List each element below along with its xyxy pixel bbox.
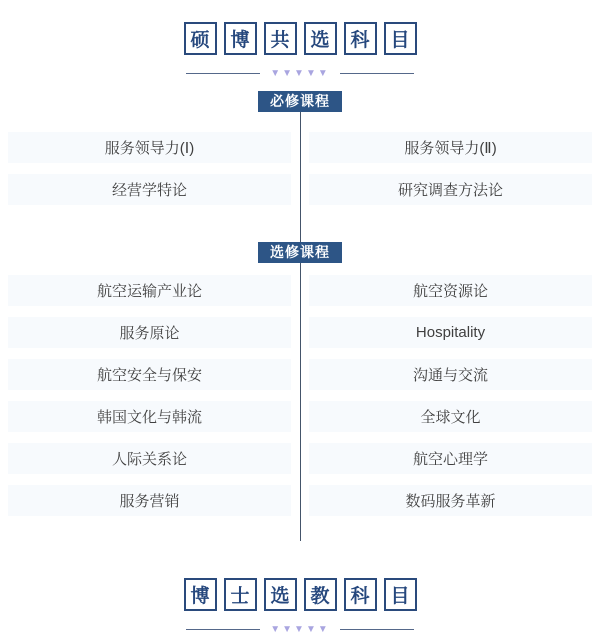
course-item: 经营学特论 <box>8 174 291 205</box>
course-item: 服务领导力(Ⅱ) <box>309 132 592 163</box>
down-arrows-icon: ▼▼▼▼▼ <box>270 68 330 79</box>
bottom-title-char: 士 <box>224 578 257 611</box>
required-courses-badge: 必修课程 <box>258 91 342 112</box>
course-item: 数码服务革新 <box>309 485 592 516</box>
course-item: 服务营销 <box>8 485 291 516</box>
top-title-char: 博 <box>224 22 257 55</box>
course-item: 沟通与交流 <box>309 359 592 390</box>
connector-line <box>300 260 301 541</box>
elective-courses-section <box>0 242 600 541</box>
course-item: 航空资源论 <box>309 275 592 306</box>
required-courses-section <box>0 91 600 242</box>
elective-courses-badge: 选修课程 <box>258 242 342 263</box>
top-title-char: 共 <box>264 22 297 55</box>
course-item: 韩国文化与韩流 <box>8 401 291 432</box>
divider-line <box>340 73 414 74</box>
top-title-char: 科 <box>344 22 377 55</box>
course-item: 研究调查方法论 <box>309 174 592 205</box>
top-title-char: 选 <box>304 22 337 55</box>
divider-line <box>340 629 414 630</box>
course-item: 服务原论 <box>8 317 291 348</box>
course-item: 航空安全与保安 <box>8 359 291 390</box>
course-item: 全球文化 <box>309 401 592 432</box>
down-arrows-icon: ▼▼▼▼▼ <box>270 624 330 635</box>
top-title <box>0 22 600 55</box>
bottom-title-char: 教 <box>304 578 337 611</box>
divider-line <box>186 73 260 74</box>
bottom-title <box>0 578 600 611</box>
course-item: 航空运输产业论 <box>8 275 291 306</box>
bottom-title-char: 博 <box>184 578 217 611</box>
bottom-title-char: 目 <box>384 578 417 611</box>
course-item: 航空心理学 <box>309 443 592 474</box>
course-item: Hospitality <box>309 317 592 348</box>
divider-line <box>186 629 260 630</box>
top-divider <box>0 68 600 79</box>
top-title-char: 目 <box>384 22 417 55</box>
bottom-title-char: 选 <box>264 578 297 611</box>
bottom-divider <box>0 624 600 635</box>
course-item: 人际关系论 <box>8 443 291 474</box>
bottom-title-char: 科 <box>344 578 377 611</box>
top-title-char: 硕 <box>184 22 217 55</box>
connector-line <box>300 109 301 242</box>
course-item: 服务领导力(Ⅰ) <box>8 132 291 163</box>
